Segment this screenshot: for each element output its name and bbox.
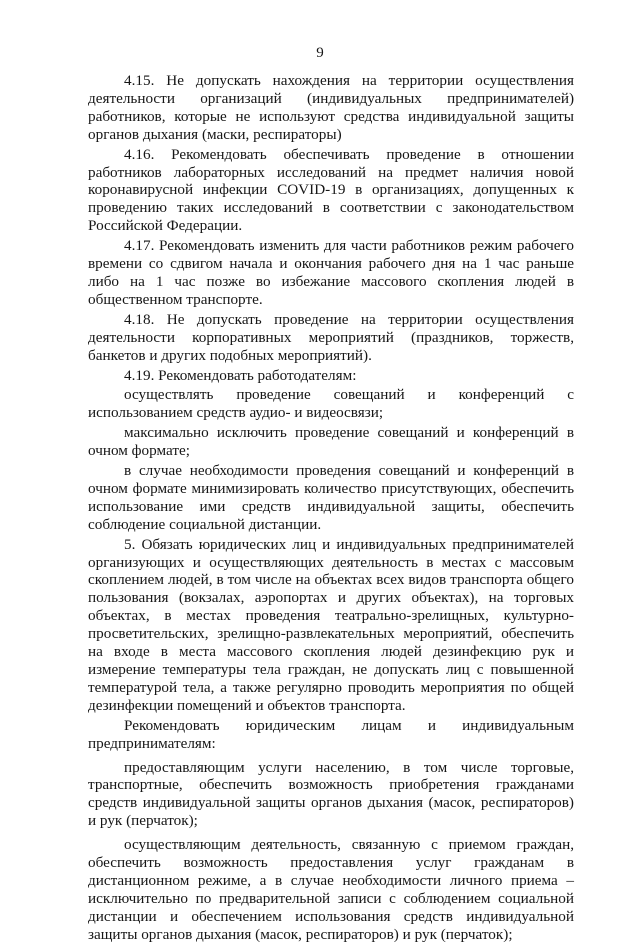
- paragraph-4-17: 4.17. Рекомендовать изменить для части работников режим рабочего времени со сдвигом начала и окончания рабочего дня на 1 час раньше либо на 1 час позже во избежание массового скопления людей в общественном транспорте.: [88, 237, 574, 308]
- page-number: 9: [316, 45, 324, 61]
- paragraph-5: 5. Обязать юридических лиц и индивидуальных предпринимателей организующих и осуществляющих деятельность в местах с массовым скоплением людей, в том числе на объектах всех видов транспорта общего пользования (вокзалах, аэропортах и других объектах), на торговых объектах, в местах проведения театрально-зрелищных, культурно-просветительских, зрелищно-развлекательных мероприятий, обеспечить на входе в места массового скопления людей дезинфекцию рук и измерение температуры тела граждан, не допускать лиц с повышенной температурой тела, а также регулярно проводить мероприятия по общей дезинфекции помещений и объектов транспорта.: [88, 535, 574, 714]
- paragraph-4-16: 4.16. Рекомендовать обеспечивать проведение в отношении работников лабораторных исследований на предмет наличия новой коронавирусной инфекции COVID-19 в организациях, допущенных к проведению таких исследований в соответствии с законодательством Российской Федерации.: [88, 145, 574, 235]
- list-item-reception: осуществляющим деятельность, связанную с приемом граждан, обеспечить возможность предоставления услуг гражданам в дистанционном режиме, а в случае необходимости личного приема – исключительно по предварительной записи с соблюдением социальной дистанции и обеспечением использования средств индивидуальной защиты органов дыхания (масок, респираторов) и рук (перчаток);: [88, 836, 574, 943]
- list-item-service-providers: предоставляющим услуги населению, в том числе торговые, транспортные, обеспечить возможность приобретения гражданами средств индивидуальной защиты органов дыхания (масок, респираторов) и рук (перчаток);: [88, 758, 574, 830]
- paragraph-4-15: 4.15. Не допускать нахождения на территории осуществления деятельности организаций (индивидуальных предпринимателей) работников, которые не используют средства индивидуальной защиты органов дыхания (маски, респираторы): [88, 72, 574, 143]
- list-item-remote-meetings: осуществлять проведение совещаний и конференций с использованием средств аудио- и видеосвязи;: [88, 386, 574, 422]
- list-item-minimize-attendance: в случае необходимости проведения совещаний и конференций в очном формате минимизировать количество присутствующих, обеспечить использование ими средств индивидуальной защиты, обеспечить соблюдение социальной дистанции.: [88, 462, 574, 533]
- paragraph-4-19: 4.19. Рекомендовать работодателям:: [124, 366, 357, 384]
- paragraph-4-18: 4.18. Не допускать проведение на территории осуществления деятельности корпоративных мероприятий (праздников, торжеств, банкетов и других подобных мероприятий).: [88, 310, 574, 364]
- document-body: [88, 72, 574, 944]
- paragraph-recommend-entities: Рекомендовать юридическим лицам и индивидуальным предпринимателям:: [88, 716, 574, 752]
- list-item-exclude-in-person: максимально исключить проведение совещаний и конференций в очном формате;: [88, 424, 574, 460]
